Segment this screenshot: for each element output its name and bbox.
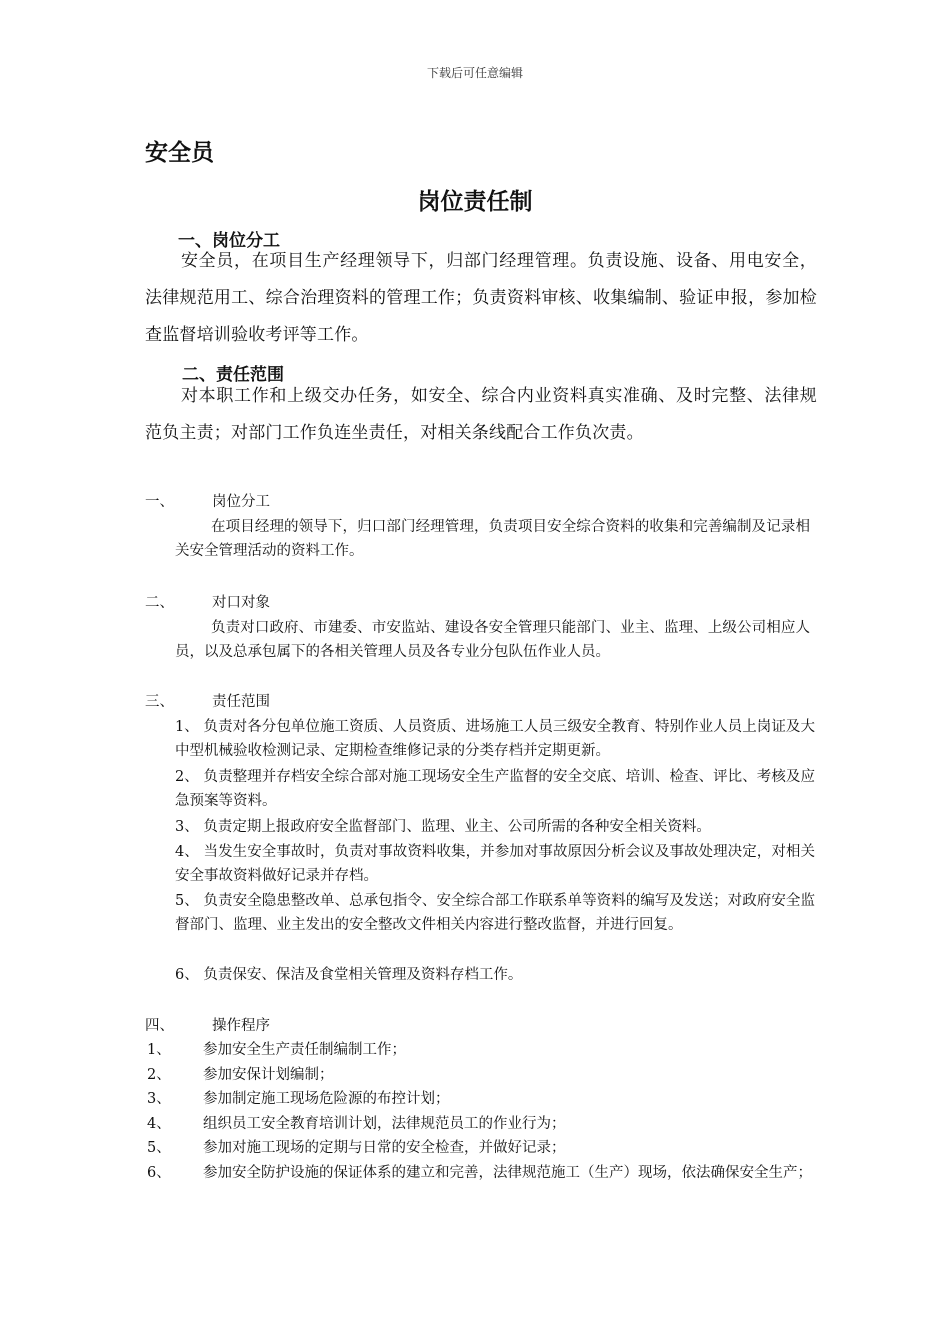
list-item: [147, 1063, 843, 1087]
list-text: 参加安保计划编制；: [203, 1067, 334, 1083]
list-item: [147, 1038, 843, 1062]
section-label-1: 岗位分工: [212, 494, 270, 510]
list-number: 6、: [147, 1165, 171, 1181]
list-text: 参加制定施工现场危险源的布控计划；: [203, 1091, 450, 1107]
list-item: [147, 1087, 843, 1111]
list-item: 4、 当发生安全事故时，负责对事故资料收集，并参加对事故原因分析会议及事故处理决定，对相关安全事故资料做好记录并存档。: [175, 844, 815, 884]
section-body-1: 在项目经理的领导下，归口部门经理管理，负责项目安全综合资料的收集和完善编制及记录相关安全管理活动的资料工作。: [175, 519, 810, 559]
section-label-2: 对口对象: [212, 595, 270, 611]
section-heading-2: 二、责任范围: [182, 365, 284, 385]
section-body-2: 负责对口政府、市建委、市安监站、建设各安全管理只能部门、业主、监理、上级公司相应人员，以及总承包属下的各相关管理人员及各专业分包队伍作业人员。: [175, 620, 810, 660]
list-number: 1、: [147, 1042, 171, 1058]
list-item: 5、 负责安全隐患整改单、总承包指令、安全综合部工作联系单等资料的编写及发送；对政府安全监督部门、监理、业主发出的安全整改文件相关内容进行整改监督，并进行回复。: [175, 893, 815, 933]
document-title: 岗位责任制: [417, 189, 533, 215]
list-text: 组织员工安全教育培训计划，法律规范员工的作业行为；: [203, 1116, 566, 1132]
list-item: [147, 1161, 843, 1185]
list-item: 1、 负责对各分包单位施工资质、人员资质、进场施工人员三级安全教育、特别作业人员上岗证及大中型机械验收检测记录、定期检查维修记录的分类存档并定期更新。: [175, 719, 815, 759]
list-item: 3、 负责定期上报政府安全监督部门、监理、业主、公司所需的各种安全相关资料。: [175, 819, 711, 835]
list-text: 参加安全防护设施的保证体系的建立和完善，法律规范施工（生产）现场，依法确保安全生产；: [203, 1165, 812, 1181]
list-item: 2、 负责整理并存档安全综合部对施工现场安全生产监督的安全交底、培训、检查、评比、考核及应急预案等资料。: [175, 769, 815, 809]
list-text: 参加对施工现场的定期与日常的安全检查，并做好记录；: [203, 1140, 566, 1156]
section-label-4: 操作程序: [212, 1018, 270, 1034]
section-label-3: 责任范围: [212, 694, 270, 710]
section-number-4: 四、: [145, 1018, 174, 1034]
list-item: [147, 1136, 843, 1160]
list-number: 2、: [147, 1067, 171, 1083]
page-header: 下载后可任意编辑: [426, 66, 523, 80]
section-heading-1: 一、岗位分工: [178, 231, 280, 251]
list-item: [147, 1112, 843, 1136]
list-number: 3、: [147, 1091, 171, 1107]
list-number: 5、: [147, 1140, 171, 1156]
list-number: 4、: [147, 1116, 171, 1132]
section-number-2: 二、: [145, 595, 174, 611]
list-text: 参加安全生产责任制编制工作；: [203, 1042, 406, 1058]
section-number-1: 一、: [145, 494, 174, 510]
section-paragraph-2: 对本职工作和上级交办任务，如安全、综合内业资料真实准确、及时完整、法律规范负主责；对部门工作负连坐责任，对相关条线配合工作负次责。: [145, 386, 817, 443]
section-paragraph-1: 安全员，在项目生产经理领导下，归部门经理管理。负责设施、设备、用电安全，法律规范用工、综合治理资料的管理工作；负责资料审核、收集编制、验证申报，参加检查监督培训验收考评等工作。: [145, 251, 817, 345]
section-number-3: 三、: [145, 694, 174, 710]
role-heading: 安全员: [145, 140, 214, 166]
list-item: 6、 负责保安、保洁及食堂相关管理及资料存档工作。: [175, 967, 523, 983]
